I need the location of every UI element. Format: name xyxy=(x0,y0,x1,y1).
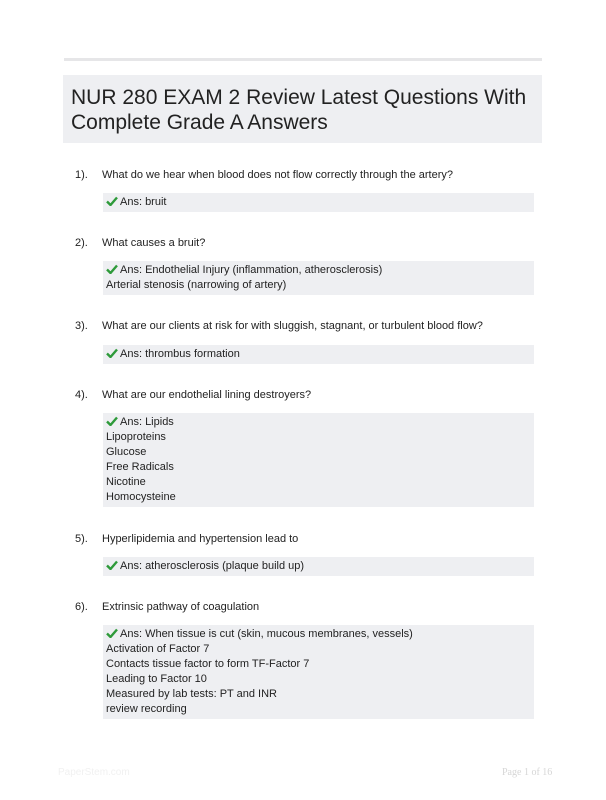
top-divider xyxy=(64,58,542,61)
footer-watermark: PaperStem.com xyxy=(58,767,130,778)
question-number: 3). xyxy=(75,320,88,332)
answer-box xyxy=(103,261,534,295)
answer-line: Ans: thrombus formation xyxy=(106,347,531,362)
checkmark-icon xyxy=(106,628,118,638)
answer-box xyxy=(103,193,534,212)
answer-line: Activation of Factor 7 xyxy=(106,643,210,655)
answer-line: Nicotine xyxy=(106,476,146,488)
question-text: Hyperlipidemia and hypertension lead to xyxy=(102,533,299,545)
answer-line: Leading to Factor 10 xyxy=(106,673,207,685)
answer-line: Lipoproteins xyxy=(106,431,166,443)
checkmark-icon xyxy=(106,416,118,426)
answer-line: Glucose xyxy=(106,446,147,458)
checkmark-icon xyxy=(106,560,118,570)
title-line-2: Complete Grade A Answers xyxy=(71,111,328,134)
question-text: What are our clients at risk for with sluggish, stagnant, or turbulent blood flow? xyxy=(102,320,483,332)
question-text: What do we hear when blood does not flow correctly through the artery? xyxy=(102,169,453,181)
answer-line: Ans: atherosclerosis (plaque build up) xyxy=(106,559,531,574)
checkmark-icon xyxy=(106,264,118,274)
question-text: What causes a bruit? xyxy=(102,237,206,249)
answer-line: Ans: Endothelial Injury (inflammation, atherosclerosis) xyxy=(106,263,531,278)
question-number: 6). xyxy=(75,601,88,613)
checkmark-icon xyxy=(106,196,118,206)
answer-line: Ans: bruit xyxy=(106,195,531,210)
answer-box xyxy=(103,413,534,507)
checkmark-icon xyxy=(106,348,118,358)
answer-box xyxy=(103,557,534,576)
answer-line: Measured by lab tests: PT and INR xyxy=(106,688,277,700)
question-text: Extrinsic pathway of coagulation xyxy=(102,601,260,613)
answer-line: Contacts tissue factor to form TF-Factor 7 xyxy=(106,658,310,670)
answer-line: Ans: Lipids xyxy=(106,415,531,430)
question-text: What are our endothelial lining destroyers? xyxy=(102,389,312,401)
question-number: 1). xyxy=(75,169,88,181)
answer-line: Homocysteine xyxy=(106,491,176,503)
answer-line: Free Radicals xyxy=(106,461,174,473)
question-number: 2). xyxy=(75,237,88,249)
question-number: 5). xyxy=(75,533,88,545)
question-number: 4). xyxy=(75,389,88,401)
answer-line: Ans: When tissue is cut (skin, mucous membranes, vessels) xyxy=(106,627,531,642)
title-line-1: NUR 280 EXAM 2 Review Latest Questions With xyxy=(71,86,527,109)
title-banner xyxy=(63,75,542,143)
answer-line: review recording xyxy=(106,703,187,715)
document-title xyxy=(71,85,534,135)
answer-box xyxy=(103,345,534,364)
answer-box xyxy=(103,625,534,719)
answer-line: Arterial stenosis (narrowing of artery) xyxy=(106,279,287,291)
page-number: Page 1 of 16 xyxy=(502,767,553,778)
